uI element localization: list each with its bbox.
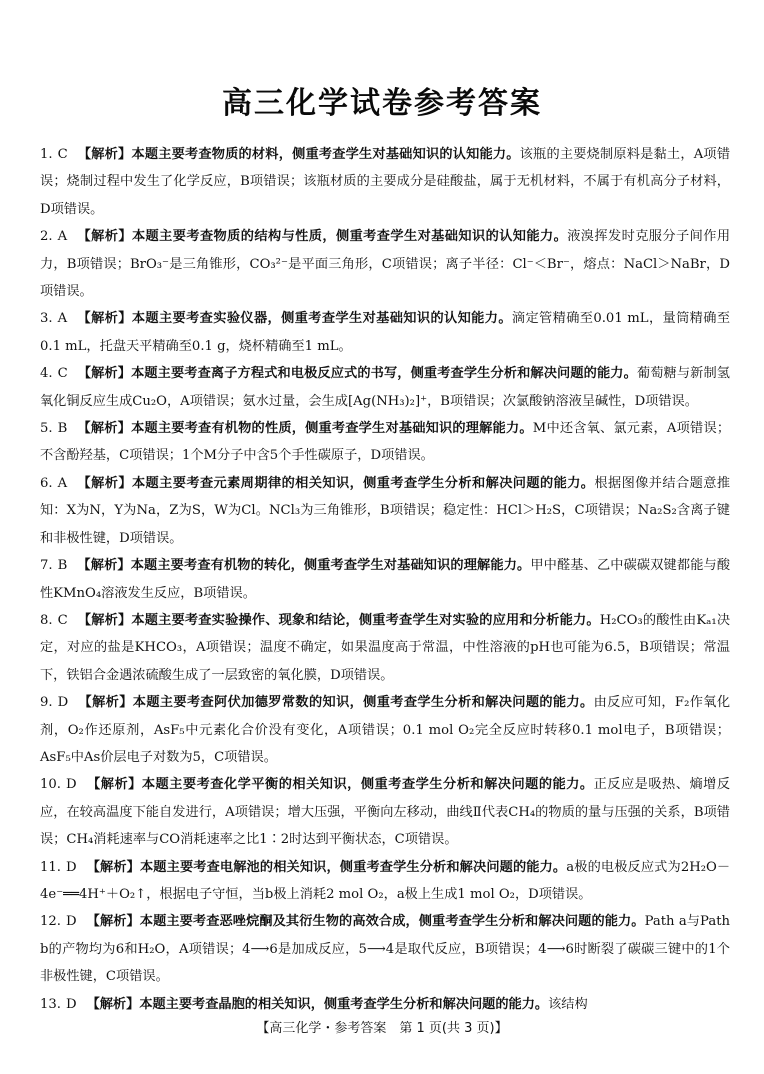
analysis-body: Path a与Path b的产物均为6和H₂O，A项错误；4⟶6是加成反应，5⟶4是取代反应，B项错误；4⟶6时断裂了碳碳三键中的1个非极性键，C项错误。: [40, 914, 730, 985]
analysis-body: 葡萄糖与新制氢氧化铜反应生成Cu₂O，A项错误；氨水过量，会生成[Ag(NH₃)₂]⁺，B项错误；次氯酸钠溶液呈碱性，D项错误。: [40, 366, 730, 409]
answer-choice: B: [57, 421, 68, 437]
analysis-tag: 【解析】: [77, 311, 132, 327]
answer-choice: D: [57, 695, 69, 711]
analysis-lead: 本题主要考查有机物的性质，侧重考查学生对基础知识的理解能力。: [131, 421, 533, 437]
answer-choice: A: [57, 311, 68, 327]
answer-choice: C: [57, 366, 68, 382]
answer-list: [40, 141, 730, 1018]
analysis-body: M中还含氧、氯元素，A项错误；不含酚羟基，C项错误；1个M分子中含5个手性碳原子，D项错误。: [40, 421, 731, 464]
analysis-tag: 【解析】: [86, 777, 142, 793]
answer-item-1: [40, 141, 730, 223]
answer-choice: D: [65, 914, 77, 930]
answer-item-6: [40, 470, 730, 552]
answer-item-7: [40, 552, 730, 607]
answer-item-12: [40, 908, 730, 990]
analysis-lead: 本题主要考查元素周期律的相关知识，侧重考查学生分析和解决问题的能力。: [131, 475, 595, 491]
analysis-lead: 本题主要考查电解池的相关知识，侧重考查学生分析和解决问题的能力。: [139, 859, 567, 875]
analysis-lead: 本题主要考查物质的结构与性质，侧重考查学生对基础知识的认知能力。: [131, 229, 568, 245]
answer-choice: C: [57, 147, 68, 162]
question-number: 4.: [40, 366, 53, 382]
question-number: 9.: [40, 695, 53, 711]
answer-choice: D: [65, 996, 77, 1012]
analysis-tag: 【解析】: [78, 695, 133, 711]
analysis-tag: 【解析】: [86, 996, 140, 1012]
analysis-body: 该结构: [548, 996, 588, 1012]
question-number: 5.: [40, 421, 53, 437]
question-number: 1.: [40, 147, 53, 162]
question-number: 3.: [40, 311, 53, 327]
question-number: 11.: [40, 859, 61, 875]
answer-item-10: [40, 771, 730, 853]
question-number: 10.: [40, 777, 61, 793]
analysis-body: a极的电极反应式为2H₂O－4e⁻══4H⁺＋O₂↑，根据电子守恒，当b极上消耗2 mol O₂，a极上生成1 mol O₂，D项错误。: [40, 859, 731, 902]
analysis-lead: 本题主要考查恶唑烷酮及其衍生物的高效合成，侧重考查学生分析和解决问题的能力。: [139, 914, 645, 930]
page-footer: 【高三化学・参考答案 第 1 页(共 3 页)】: [256, 1021, 508, 1036]
analysis-tag: 【解析】: [86, 914, 140, 930]
question-number: 12.: [40, 914, 61, 930]
page-title: 高三化学试卷参考答案: [222, 86, 542, 121]
analysis-tag: 【解析】: [77, 612, 132, 628]
analysis-lead: 本题主要考查阿伏加德罗常数的知识，侧重考查学生分析和解决问题的能力。: [132, 695, 594, 711]
answer-choice: C: [57, 612, 68, 628]
analysis-tag: 【解析】: [77, 421, 132, 437]
analysis-lead: 本题主要考查实验操作、现象和结论，侧重考查学生对实验的应用和分析能力。: [131, 612, 600, 628]
question-number: 7.: [40, 558, 53, 574]
answer-item-2: [40, 223, 730, 305]
analysis-lead: 本题主要考查晶胞的相关知识，侧重考查学生分析和解决问题的能力。: [139, 996, 549, 1012]
answer-choice: D: [65, 777, 77, 793]
analysis-tag: 【解析】: [77, 475, 132, 491]
question-number: 6.: [40, 475, 53, 491]
analysis-body: 根据图像并结合题意推知：X为N，Y为Na，Z为S，W为Cl。NCl₃为三角锥形，B项错误；稳定性：HCl＞H₂S，C项错误；Na₂S₂含离子键和非极性键，D项错误。: [40, 475, 731, 546]
answer-item-13: [40, 991, 730, 1018]
answer-item-4: [40, 360, 730, 415]
question-number: 2.: [40, 229, 53, 245]
analysis-lead: 本题主要考查离子方程式和电极反应式的书写，侧重考查学生分析和解决问题的能力。: [131, 366, 637, 382]
analysis-lead: 本题主要考查实验仪器，侧重考查学生对基础知识的认知能力。: [131, 311, 512, 327]
analysis-body: 由反应可知，F₂作氧化剂，O₂作还原剂，AsF₅中元素化合价没有变化，A项错误；0.1 mol O₂完全反应时转移0.1 mol电子，B项错误；AsF₅中As价层电子对数为5，C项错误。: [40, 695, 731, 765]
answer-choice: D: [65, 859, 77, 875]
answer-choice: A: [57, 229, 68, 245]
analysis-body: 滴定管精确至0.01 mL，量筒精确至0.1 mL，托盘天平精确至0.1 g，烧杯精确至1 mL。: [40, 311, 731, 354]
analysis-body: 正反应是吸热、熵增反应，在较高温度下能自发进行，A项错误；增大压强，平衡向左移动，曲线Ⅱ代表CH₄的物质的量与压强的关系，B项错误；CH₄消耗速率与CO消耗速率之比1∶2时达到平衡状态，C项错误。: [40, 777, 731, 848]
analysis-tag: 【解析】: [86, 859, 140, 875]
analysis-lead: 本题主要考查化学平衡的相关知识，侧重考查学生分析和解决问题的能力。: [141, 777, 594, 793]
analysis-lead: 本题主要考查物质的材料，侧重考查学生对基础知识的认知能力。: [131, 147, 520, 162]
question-number: 8.: [40, 612, 53, 628]
analysis-tag: 【解析】: [77, 558, 131, 574]
analysis-tag: 【解析】: [77, 229, 132, 245]
analysis-body: 该瓶的主要烧制原料是黏土，A项错误；烧制过程中发生了化学反应，B项错误；该瓶材质的主要成分是硅酸盐，属于无机材料，不属于有机高分子材料，D项错误。: [40, 147, 731, 217]
answer-item-8: [40, 607, 730, 689]
answer-item-11: [40, 854, 730, 909]
answer-choice: A: [57, 475, 68, 491]
analysis-tag: 【解析】: [77, 147, 132, 162]
analysis-body: H₂CO₃的酸性由Kₐ₁决定，对应的盐是KHCO₃，A项错误；温度不确定，如果温度高于常温，中性溶液的pH也可能为6.5，B项错误；常温下，铁铝合金遇浓硫酸生成了一层致密的氧化膜，D项错误。: [40, 612, 731, 683]
analysis-lead: 本题主要考查有机物的转化，侧重考查学生对基础知识的理解能力。: [130, 558, 531, 574]
analysis-body: 液溴挥发时克服分子间作用力，B项错误；BrO₃⁻是三角锥形，CO₃²⁻是平面三角形，C项错误；离子半径：Cl⁻＜Br⁻，熔点：NaCl＞NaBr，D项错误。: [40, 229, 731, 300]
analysis-tag: 【解析】: [77, 366, 132, 382]
answer-item-5: [40, 415, 730, 470]
answer-item-9: [40, 689, 730, 771]
answer-choice: B: [57, 558, 68, 574]
question-number: 13.: [40, 996, 61, 1012]
answer-item-3: [40, 305, 730, 360]
analysis-body: 甲中醛基、乙中碳碳双键都能与酸性KMnO₄溶液发生反应，B项错误。: [40, 558, 731, 601]
